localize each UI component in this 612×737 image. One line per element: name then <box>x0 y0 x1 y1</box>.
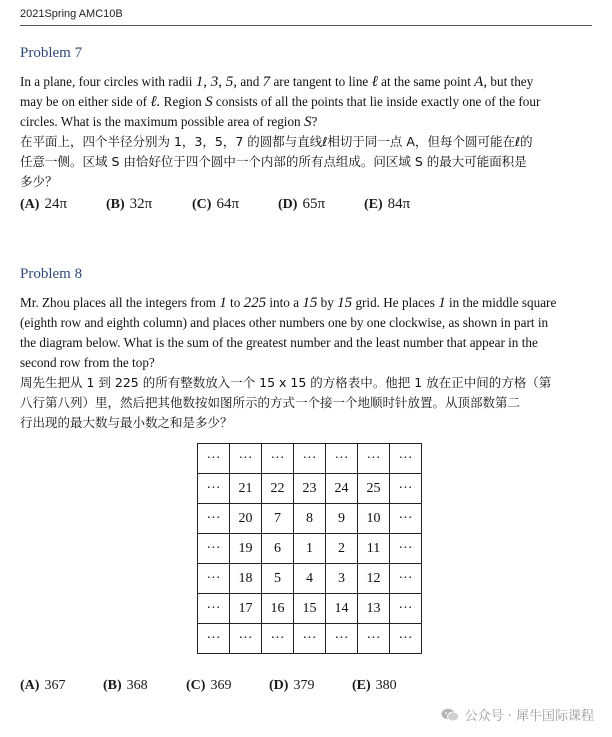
grid-cell: ··· <box>390 594 422 624</box>
text-line: Mr. Zhou places all the integers from 1 to 225 into a 15 by 15 grid. He places 1 in the middle square <box>20 295 557 311</box>
problem-8-english-text <box>20 293 592 373</box>
grid-cell: ··· <box>262 444 294 474</box>
grid-cell: 4 <box>294 564 326 594</box>
choice-b: (B) 368 <box>103 678 148 693</box>
grid-cell: 1 <box>294 534 326 564</box>
choice-e: (E) 380 <box>352 678 397 693</box>
grid-cell: ··· <box>390 624 422 654</box>
text-line: may be on either side of ℓ. Region S consists of all the points that lie inside exactly one of the four <box>20 94 541 110</box>
grid-cell: 16 <box>262 594 294 624</box>
problem-8-choices <box>20 675 580 697</box>
grid-row <box>198 504 422 534</box>
grid-cell: ··· <box>294 444 326 474</box>
grid-cell: 8 <box>294 504 326 534</box>
grid-cell: ··· <box>326 444 358 474</box>
grid-cell: ··· <box>326 624 358 654</box>
text-line: the diagram below. What is the sum of the greatest number and the least number that appear in the <box>20 335 538 350</box>
choice-b: (B) 32π <box>106 195 153 212</box>
problem-8-chinese-text <box>20 373 592 433</box>
grid-row <box>198 624 422 654</box>
grid-cell: 7 <box>262 504 294 534</box>
wechat-icon <box>441 708 459 722</box>
page-header <box>20 8 592 26</box>
grid-cell: 19 <box>230 534 262 564</box>
choice-e: (E) 84π <box>364 195 411 212</box>
grid-cell: ··· <box>198 534 230 564</box>
text-line: 八行第八列）里，然后把其他数按如图所示的方式一个接一个地顺时针放置。从顶部数第二 <box>20 395 521 410</box>
watermark <box>441 705 594 724</box>
grid-cell: 24 <box>326 474 358 504</box>
grid-cell: 5 <box>262 564 294 594</box>
grid-cell: 3 <box>326 564 358 594</box>
choice-d: (D) 65π <box>278 195 326 212</box>
grid-cell: 13 <box>358 594 390 624</box>
grid-cell: ··· <box>198 594 230 624</box>
grid-cell: 14 <box>326 594 358 624</box>
grid-cell: ··· <box>198 474 230 504</box>
grid-cell: 10 <box>358 504 390 534</box>
text-line: 周先生把从 1 到 225 的所有整数放入一个 15 x 15 的方格表中。他把 1 放在正中间的方格（第 <box>20 375 552 390</box>
spiral-number-grid <box>197 443 422 654</box>
grid-cell: ··· <box>198 564 230 594</box>
choice-c: (C) 369 <box>186 678 232 693</box>
text-line: 行出现的最大数与最小数之和是多少？ <box>20 415 233 430</box>
choice-c: (C) 64π <box>192 195 240 212</box>
grid-cell: ··· <box>358 444 390 474</box>
text-line: circles. What is the maximum possible area of region S? <box>20 114 318 130</box>
text-line: second row from the top? <box>20 355 155 370</box>
grid-row <box>198 564 422 594</box>
problem-7-chinese-text <box>20 132 592 192</box>
choice-d: (D) 379 <box>269 678 315 693</box>
grid-cell: ··· <box>230 624 262 654</box>
problem-7-choices <box>20 193 580 215</box>
grid-cell: 6 <box>262 534 294 564</box>
grid-row <box>198 594 422 624</box>
grid-cell: ··· <box>390 564 422 594</box>
grid-cell: 21 <box>230 474 262 504</box>
grid-cell: ··· <box>198 444 230 474</box>
problem-7-english-text <box>20 72 592 132</box>
grid-cell: 2 <box>326 534 358 564</box>
problem-8-title: Problem 8 <box>20 266 83 282</box>
grid-cell: ··· <box>390 504 422 534</box>
grid-cell: 20 <box>230 504 262 534</box>
text-line: 在平面上，四个半径分别为 1，3，5，7 的圆都与直线ℓ相切于同一点 A，但每个圆可能在ℓ的 <box>20 134 533 149</box>
grid-cell: ··· <box>262 624 294 654</box>
grid-cell: ··· <box>390 474 422 504</box>
choice-a: (A) 367 <box>20 678 66 693</box>
grid-cell: ··· <box>230 444 262 474</box>
grid-cell: 11 <box>358 534 390 564</box>
grid-cell: 15 <box>294 594 326 624</box>
grid-cell: ··· <box>390 444 422 474</box>
grid-cell: 25 <box>358 474 390 504</box>
text-line: (eighth row and eighth column) and places other numbers one by one clockwise, as shown in part in <box>20 315 549 330</box>
choice-a: (A) 24π <box>20 195 68 212</box>
document-title: 2021Spring AMC10B <box>20 8 123 20</box>
text-line: In a plane, four circles with radii 1, 3, 5, and 7 are tangent to line ℓ at the same point A, but they <box>20 74 534 90</box>
grid-cell: 9 <box>326 504 358 534</box>
grid-cell: ··· <box>358 624 390 654</box>
grid-row <box>198 474 422 504</box>
problem-7-title: Problem 7 <box>20 45 83 61</box>
grid-cell: ··· <box>294 624 326 654</box>
grid-cell: 18 <box>230 564 262 594</box>
grid-cell: 22 <box>262 474 294 504</box>
grid-cell: ··· <box>198 624 230 654</box>
grid-row <box>198 444 422 474</box>
grid-cell: ··· <box>198 504 230 534</box>
grid-cell: 12 <box>358 564 390 594</box>
text-line: 多少？ <box>20 174 58 189</box>
text-line: 任意一侧。区域 S 由恰好位于四个圆中一个内部的所有点组成。问区域 S 的最大可能面积是 <box>20 154 527 169</box>
grid-cell: 23 <box>294 474 326 504</box>
watermark-text: 公众号 · 犀牛国际课程 <box>464 709 594 724</box>
grid-row <box>198 534 422 564</box>
grid-cell: 17 <box>230 594 262 624</box>
grid-cell: ··· <box>390 534 422 564</box>
